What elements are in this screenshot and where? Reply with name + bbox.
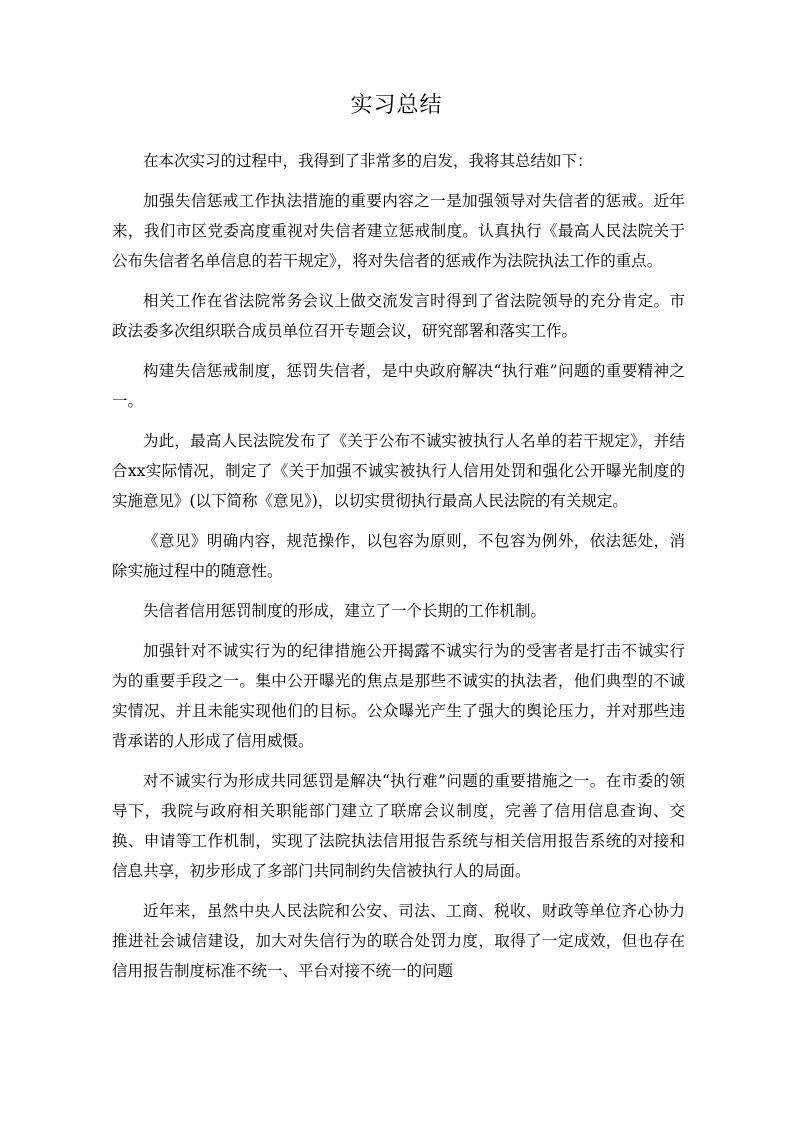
paragraph: 加强针对不诚实行为的纪律措施公开揭露不诚实行为的受害者是打击不诚实行为的重要手段之一。集中公开曝光的焦点是那些不诚实的执法者，他们典型的不诚实情况、并且未能实现他们的目标。公众曝光产生了强大的舆论压力，并对那些违背承诺的人形成了信用威慑。 [112, 642, 685, 750]
paragraph: 加强失信惩戒工作执法措施的重要内容之一是加强领导对失信者的惩戒。近年来，我们市区党委高度重视对失信者建立惩戒制度。认真执行《最高人民法院关于公布失信者名单信息的若干规定》，将对失信者的惩戒作为法院执法工作的重点。 [112, 192, 685, 270]
document-title: 实习总结 [350, 93, 443, 118]
paragraph: 《意见》明确内容，规范操作，以包容为原则，不包容为例外，依法惩处，消除实施过程中的随意性。 [112, 532, 685, 580]
paragraph: 近年来，虽然中央人民法院和公安、司法、工商、税收、财政等单位齐心协力推进社会诚信建设，加大对失信行为的联合处罚力度，取得了一定成效，但也存在信用报告制度标准不统一、平台对接不统一的问题 [112, 902, 685, 980]
paragraph: 对不诚实行为形成共同惩罚是解决“执行难”问题的重要措施之一。在市委的领导下，我院与政府相关职能部门建立了联席会议制度，完善了信用信息查询、交换、申请等工作机制，实现了法院执法信用报告系统与相关信用报告系统的对接和信息共享，初步形成了多部门共同制约失信被执行人的局面。 [112, 772, 685, 880]
paragraph: 为此，最高人民法院发布了《关于公布不诚实被执行人名单的若干规定》，并结合xx实际情况，制定了《关于加强不诚实被执行人信用处罚和强化公开曝光制度的实施意见》(以下简称《意见》)，以切实贯彻执行最高人民法院的有关规定。 [112, 432, 685, 510]
paragraph: 在本次实习的过程中，我得到了非常多的启发，我将其总结如下： [143, 152, 593, 170]
paragraph: 构建失信惩戒制度，惩罚失信者，是中央政府解决“执行难”问题的重要精神之一。 [112, 362, 685, 410]
paragraph: 失信者信用惩罚制度的形成，建立了一个长期的工作机制。 [143, 602, 547, 620]
document-body [112, 146, 685, 996]
paragraph: 相关工作在省法院常务会议上做交流发言时得到了省法院领导的充分肯定。市政法委多次组织联合成员单位召开专题会议，研究部署和落实工作。 [112, 292, 685, 340]
